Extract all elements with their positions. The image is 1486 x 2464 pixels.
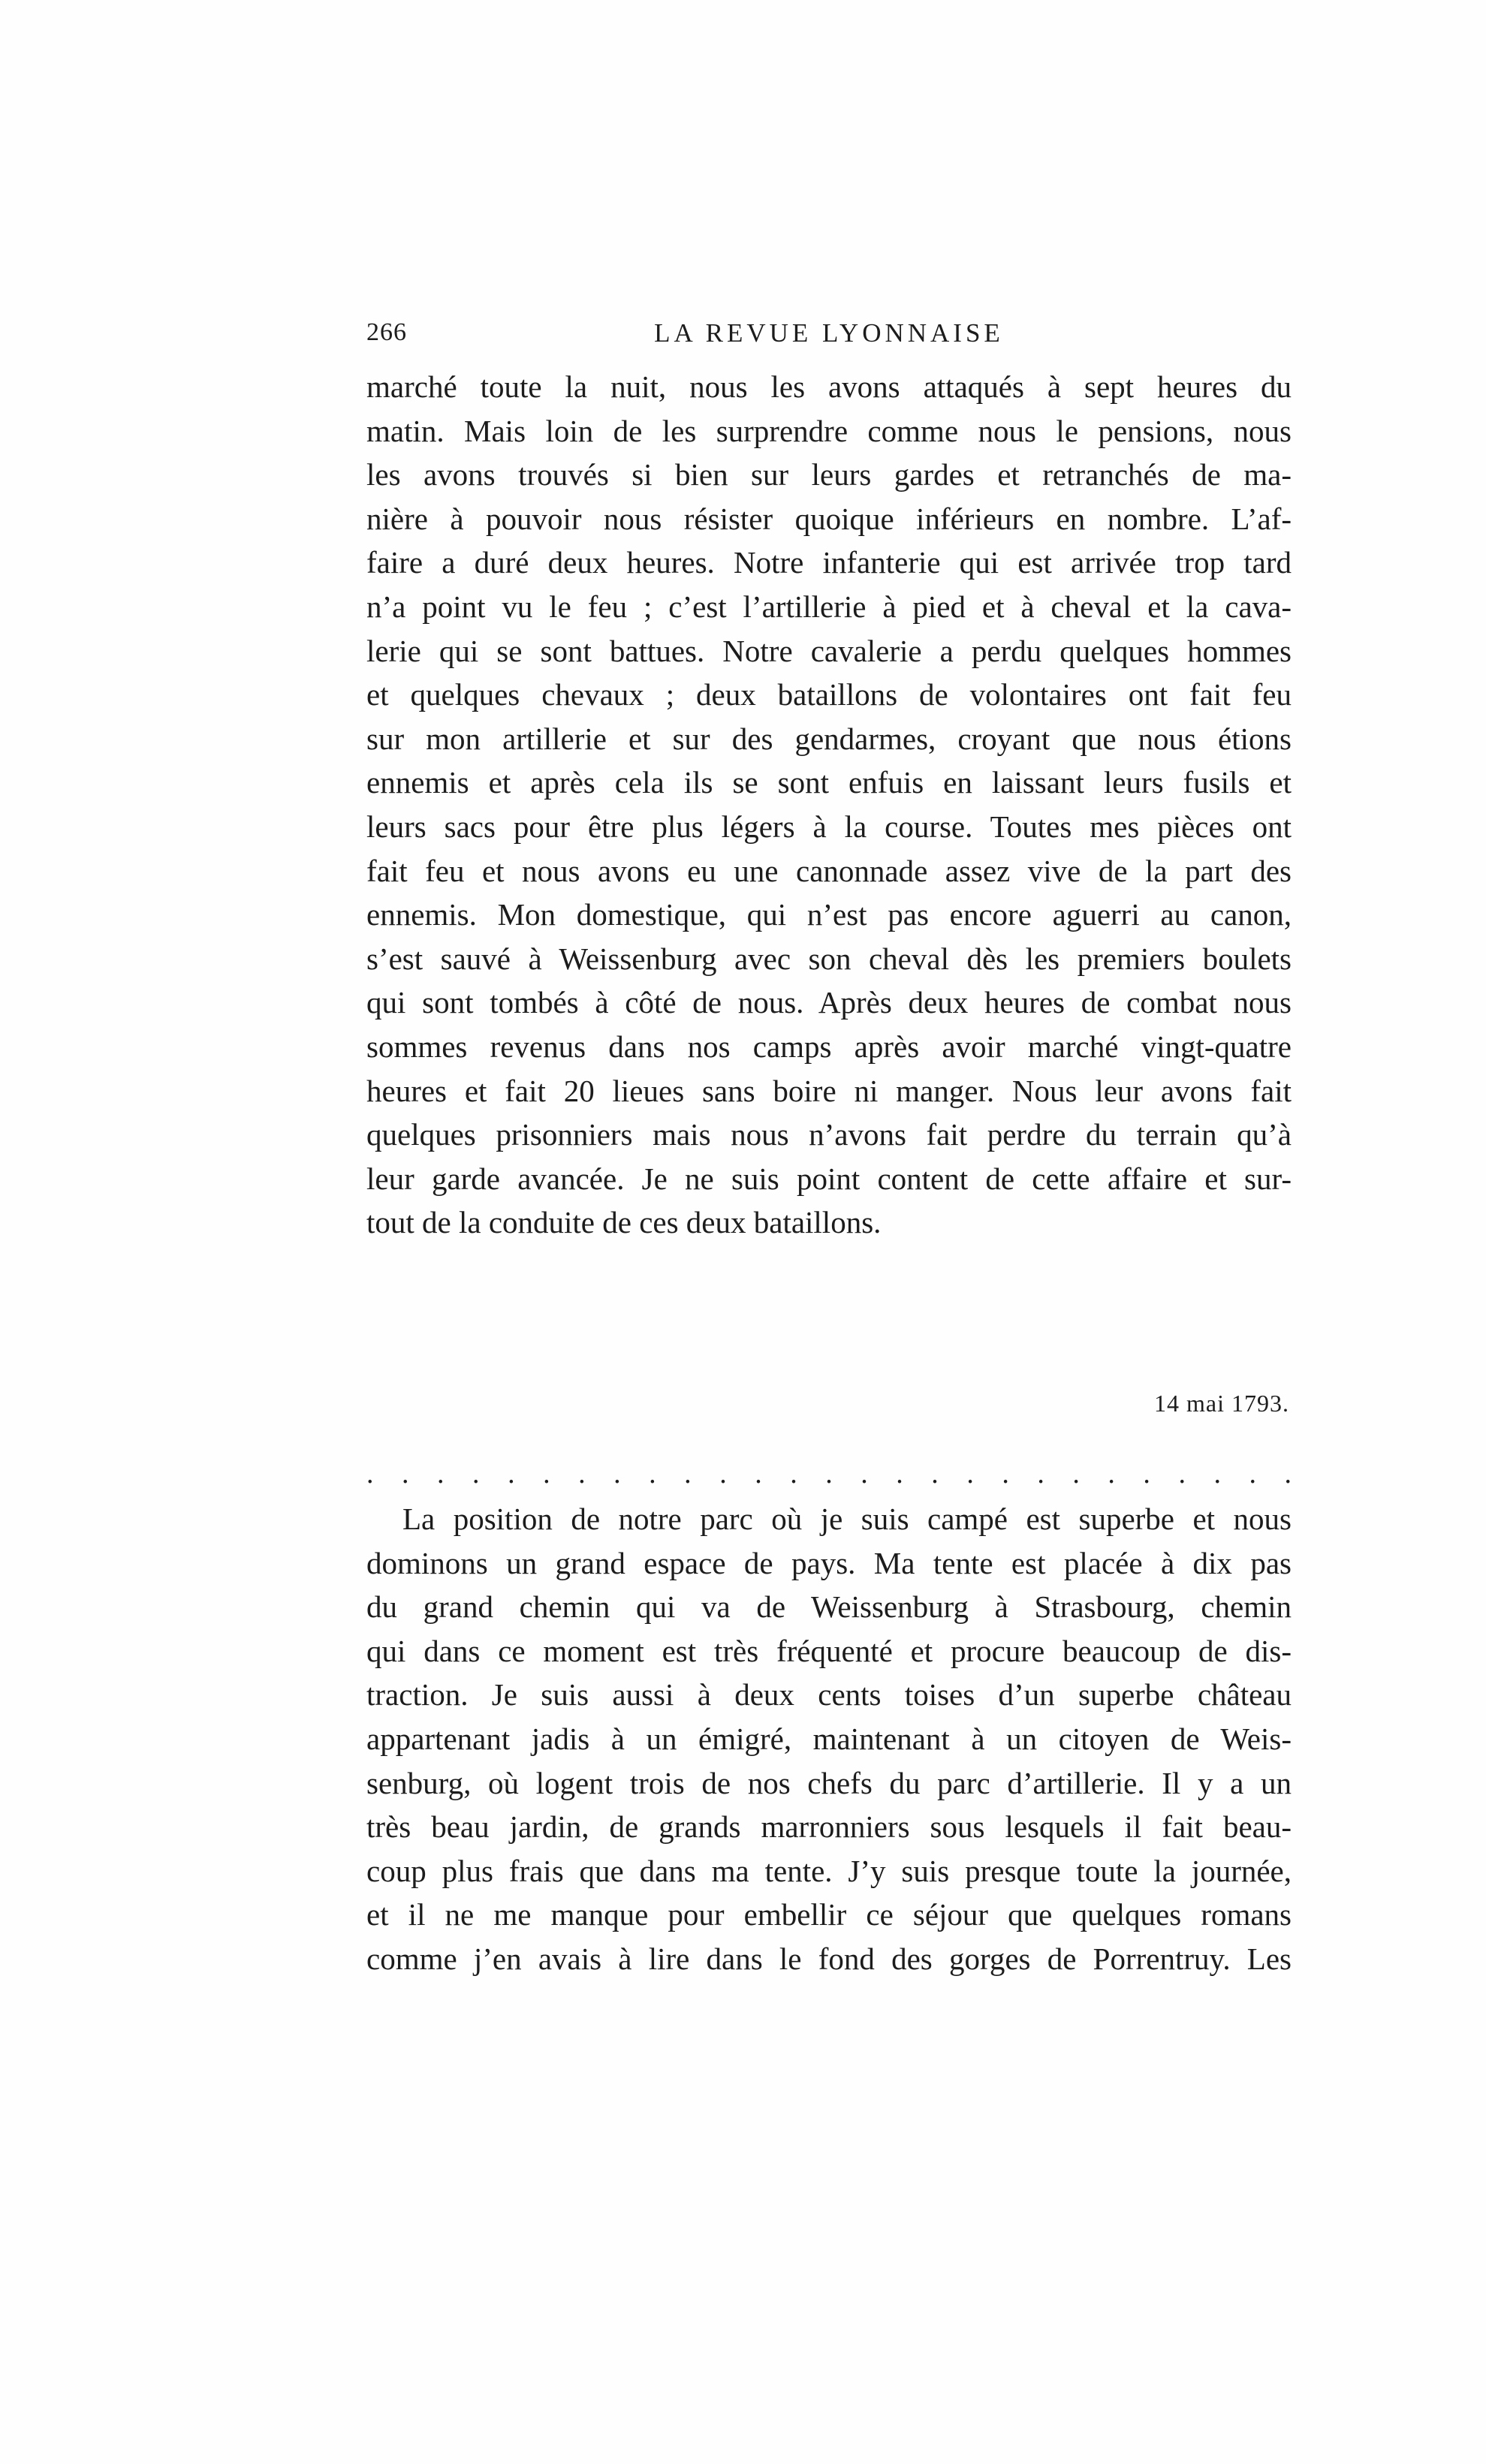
text-line: heures et fait 20 lieues sans boire ni manger. Nous leur avons fait: [366, 1073, 1292, 1108]
text-line: et il ne me manque pour embellir ce séjour que quelques romans: [366, 1897, 1292, 1932]
text-line: sur mon artillerie et sur des gendarmes, croyant que nous étions: [366, 721, 1292, 756]
text-line: très beau jardin, de grands marronniers sous lesquels il fait beau-: [366, 1809, 1292, 1845]
text-line: quelques prisonniers mais nous n’avons fait perdre du terrain qu’à: [366, 1117, 1292, 1152]
text-line: senburg, où logent trois de nos chefs du parc d’artillerie. Il y a un: [366, 1765, 1292, 1800]
text-line: tout de la conduite de ces deux bataillons.: [366, 1205, 882, 1240]
text-line: appartenant jadis à un émigré, maintenant à un citoyen de Weis-: [366, 1721, 1292, 1756]
text-line: matin. Mais loin de les surprendre comme nous le pensions, nous: [366, 413, 1292, 448]
ellipsis-separator: . . . . . . . . . . . . . . . . . . . . . . . . . . .: [366, 1458, 1292, 1490]
text-line: leurs sacs pour être plus légers à la course. Toutes mes pièces ont: [366, 809, 1292, 844]
text-line: dominons un grand espace de pays. Ma tente est placée à dix pas: [366, 1545, 1292, 1580]
text-line: faire a duré deux heures. Notre infanterie qui est arrivée trop tard: [366, 545, 1292, 580]
page-header: [366, 318, 1292, 356]
paragraph-1: [366, 365, 1292, 1245]
text-line: qui dans ce moment est très fréquenté et procure beaucoup de dis-: [366, 1633, 1292, 1668]
text-line: coup plus frais que dans ma tente. J’y suis presque toute la journée,: [366, 1853, 1292, 1888]
text-line: du grand chemin qui va de Weissenburg à Strasbourg, chemin: [366, 1589, 1292, 1625]
text-line: et quelques chevaux ; deux bataillons de volontaires ont fait feu: [366, 677, 1292, 712]
text-line: La position de notre parc où je suis campé est superbe et nous: [402, 1502, 1292, 1536]
text-line: nière à pouvoir nous résister quoique inférieurs en nombre. L’af-: [366, 501, 1292, 536]
text-line: lerie qui se sont battues. Notre cavalerie a perdu quelques hommes: [366, 633, 1292, 668]
paragraph-2: [366, 1497, 1292, 1981]
running-title: LA REVUE LYONNAISE: [654, 318, 1004, 348]
text-line: qui sont tombés à côté de nous. Après deux heures de combat nous: [366, 985, 1292, 1020]
text-line: s’est sauvé à Weissenburg avec son cheval dès les premiers boulets: [366, 941, 1292, 976]
text-line: traction. Je suis aussi à deux cents toises d’un superbe château: [366, 1677, 1292, 1712]
text-line: n’a point vu le feu ; c’est l’artillerie à pied et à cheval et la cava-: [366, 589, 1292, 624]
text-line: les avons trouvés si bien sur leurs gardes et retranchés de ma-: [366, 457, 1292, 492]
text-line: fait feu et nous avons eu une canonnade assez vive de la part des: [366, 853, 1292, 888]
text-line: leur garde avancée. Je ne suis point content de cette affaire et sur-: [366, 1161, 1292, 1196]
text-line: comme j’en avais à lire dans le fond des gorges de Porrentruy. Les: [366, 1941, 1292, 1976]
letter-dateline: 14 mai 1793.: [1154, 1390, 1289, 1417]
text-line: marché toute la nuit, nous les avons attaqués à sept heures du: [366, 369, 1292, 404]
text-line: ennemis et après cela ils se sont enfuis en laissant leurs fusils et: [366, 765, 1292, 800]
text-line: ennemis. Mon domestique, qui n’est pas encore aguerri au canon,: [366, 897, 1292, 932]
text-line: sommes revenus dans nos camps après avoir marché vingt-quatre: [366, 1029, 1292, 1064]
page-number: 266: [366, 318, 407, 346]
